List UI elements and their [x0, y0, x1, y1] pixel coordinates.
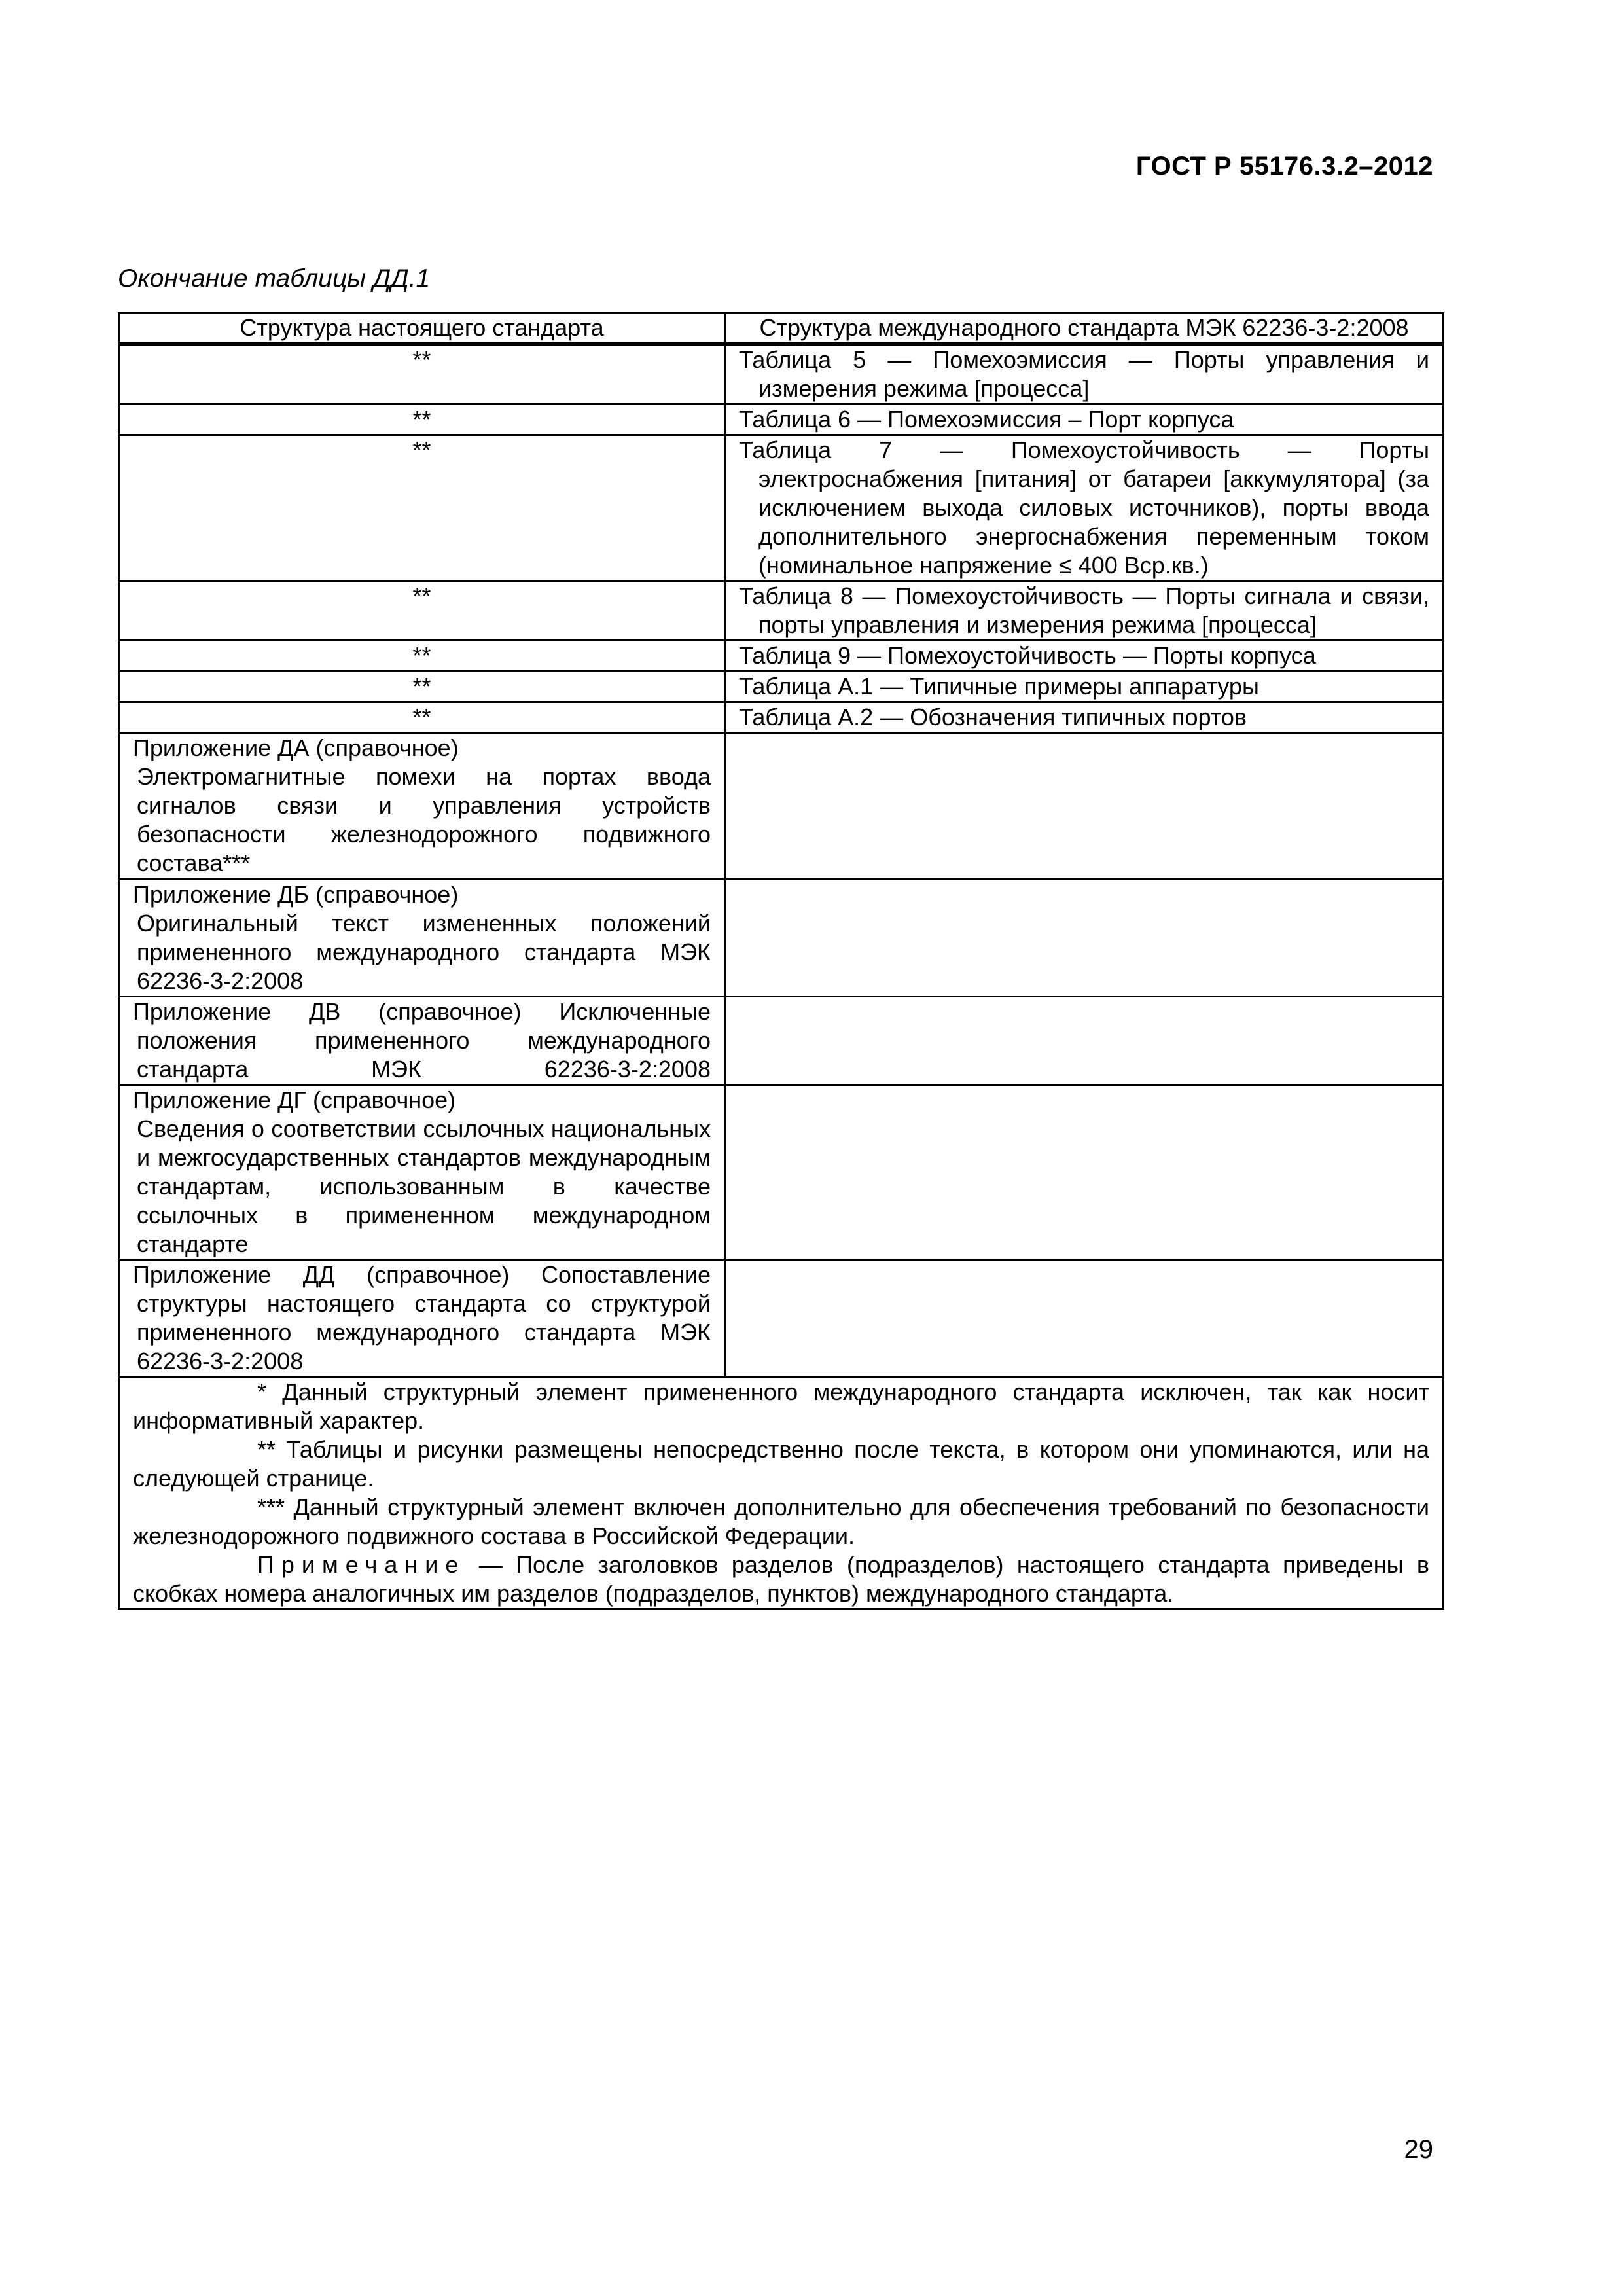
row-left-cell: ** — [119, 581, 725, 641]
annex-right-empty-cell — [725, 733, 1444, 880]
annex-cell — [119, 733, 725, 880]
table-row — [119, 435, 1444, 581]
row-right-text: Таблица 6 — Помехоэмиссия – Порт корпуса — [739, 406, 1234, 433]
annex-text: Сведения о соответствии ссылочных национальных и межгосударственных стандартов международным стандартам, использованным в качестве ссылочных в примененном международном стандарте — [137, 1115, 711, 1257]
table-header-row — [119, 314, 1444, 344]
row-right-cell — [725, 672, 1444, 702]
row-right-cell — [725, 581, 1444, 641]
annex-right-empty-cell — [725, 1260, 1444, 1377]
row-right-cell — [725, 344, 1444, 404]
annex-text: положения примененного международного стандарта МЭК 62236-3-2:2008 — [137, 1027, 711, 1083]
row-right-text: Таблица А.2 — Обозначения типичных портов — [739, 704, 1247, 730]
footnote-single-star: * Данный структурный элемент примененного международного стандарта исключен, так как носит информативный характер. — [133, 1378, 1429, 1434]
notes-cell — [119, 1377, 1444, 1609]
row-right-text: Таблица А.1 — Типичные примеры аппаратуры — [739, 673, 1259, 700]
annex-row — [119, 1085, 1444, 1260]
note-label: Примечание — [257, 1551, 466, 1578]
row-right-cell — [725, 404, 1444, 435]
annex-cell — [119, 1260, 725, 1377]
annex-row — [119, 1260, 1444, 1377]
row-right-cell — [725, 702, 1444, 733]
annex-text: структуры настоящего стандарта со структурой примененного международного стандарта МЭК 62236-3-2:2008 — [137, 1290, 711, 1374]
table-note — [118, 1551, 1429, 1608]
table-row — [119, 702, 1444, 733]
row-left-cell: ** — [119, 641, 725, 672]
table-row — [119, 404, 1444, 435]
note-text: — После заголовков разделов (подразделов) настоящего стандарта приведены в скобках номера аналогичных им разделов (подразделов, пунктов) международного стандарта. — [133, 1551, 1429, 1607]
row-left-cell: ** — [119, 344, 725, 404]
annex-cell — [119, 1085, 725, 1260]
table-row — [119, 641, 1444, 672]
table-row — [119, 581, 1444, 641]
page-number: 29 — [1404, 2135, 1433, 2164]
annex-title: Приложение ДВ (справочное) Исключенные — [133, 998, 711, 1025]
annex-title: Приложение ДГ (справочное) — [133, 1086, 456, 1113]
row-left-cell: ** — [119, 435, 725, 581]
annex-row — [119, 880, 1444, 997]
table-row — [119, 672, 1444, 702]
annex-text: Электромагнитные помехи на портах ввода сигналов связи и управления устройств безопасности железнодорожного подвижного состава*** — [137, 763, 711, 876]
row-left-cell: ** — [119, 672, 725, 702]
footnote-double-star: ** Таблицы и рисунки размещены непосредственно после текста, в котором они упоминаются, или на следующей странице. — [133, 1436, 1429, 1492]
annex-cell — [119, 880, 725, 997]
row-right-text: Таблица 8 — Помехоустойчивость — Порты сигнала и связи, порты управления и измерения режима [процесса] — [739, 583, 1429, 638]
annex-right-empty-cell — [725, 1085, 1444, 1260]
annex-text: Оригинальный текст измененных положений примененного международного стандарта МЭК 62236-3-2:2008 — [137, 910, 711, 994]
document-code: ГОСТ Р 55176.3.2–2012 — [1135, 152, 1433, 181]
annex-row — [119, 733, 1444, 880]
row-left-cell: ** — [119, 702, 725, 733]
table-caption: Окончание таблицы ДД.1 — [118, 264, 431, 293]
notes-row — [119, 1377, 1444, 1609]
annex-right-empty-cell — [725, 997, 1444, 1085]
annex-right-empty-cell — [725, 880, 1444, 997]
row-right-text: Таблица 9 — Помехоустойчивость — Порты корпуса — [739, 642, 1316, 669]
footnote-triple-star: *** Данный структурный элемент включен дополнительно для обеспечения требований по безопасности железнодорожного подвижного состава в Российской Федерации. — [133, 1494, 1429, 1549]
annex-title: Приложение ДА (справочное) — [133, 734, 459, 761]
column-header-international-standard: Структура международного стандарта МЭК 62236-3-2:2008 — [725, 314, 1444, 344]
row-right-text: Таблица 7 — Помехоустойчивость — Порты электроснабжения [питания] от батареи [аккумулятора] (за исключением выхода силовых источников), порты ввода дополнительного энергоснабжения переменным током (номинальное напряжение ≤ 400 Вср.кв.) — [739, 437, 1429, 579]
annex-row — [119, 997, 1444, 1085]
row-right-cell — [725, 435, 1444, 581]
row-right-cell — [725, 641, 1444, 672]
annex-cell — [119, 997, 725, 1085]
row-left-cell: ** — [119, 404, 725, 435]
annex-title: Приложение ДД (справочное) Сопоставление — [133, 1261, 711, 1288]
row-right-text: Таблица 5 — Помехоэмиссия — Порты управления и измерения режима [процесса] — [739, 346, 1429, 402]
structure-comparison-table — [118, 312, 1444, 1610]
table-row — [119, 344, 1444, 404]
annex-title: Приложение ДБ (справочное) — [133, 881, 459, 908]
column-header-this-standard: Структура настоящего стандарта — [119, 314, 725, 344]
